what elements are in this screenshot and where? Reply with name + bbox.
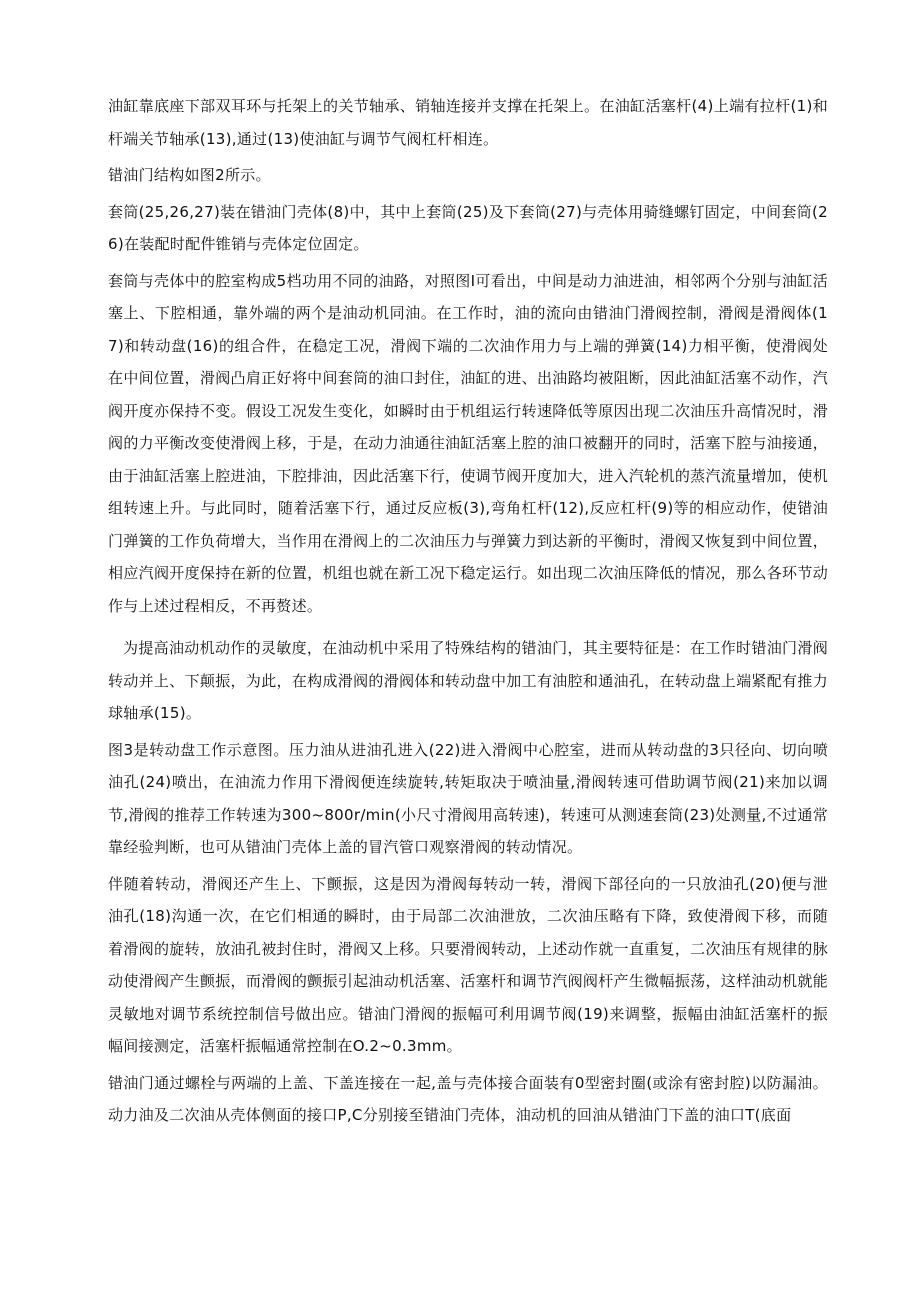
paragraph-vibration: 伴随着转动，滑阀还产生上、下颤振，这是因为滑阀每转动一转，滑阀下部径向的一只放油孔(20)便与泄油孔(18)沟通一次，在它们相通的瞬时，由于局部二次油泄放，二次油压略有下降，致使滑阀下移，而随着滑阀的旋转，放油孔被封住时，滑阀又上移。只要滑阀转动，上述动作就一直重复，二次油压有规律的脉动使滑阀产生颤振，而滑阀的颤振引起油动机活塞、活塞杆和调节汽阀阀杆产生微幅振荡，这样油动机就能灵敏地对调节系统控制信号做出应。错油门滑阀的振幅可利用调节阀(19)来调整，振幅由油缸活塞杆的振幅间接测定，活塞杆振幅通常控制在O.2~0.3mm。 bbox=[108, 874, 828, 1055]
document-body bbox=[108, 90, 828, 1132]
paragraph-oil-cylinder-support: 油缸靠底座下部双耳环与托架上的关节轴承、销轴连接并支撑在托架上。在油缸活塞杆(4)上端有拉杆(1)和杆端关节轴承(13),通过(13)使油缸与调节气阀杠杆相连。 bbox=[108, 97, 828, 148]
paragraph-figure-2-reference: 错油门结构如图2所示。 bbox=[108, 166, 271, 184]
paragraph-sleeve-assembly: 套筒(25,26,27)装在错油门壳体(8)中，其中上套筒(25)及下套筒(27)与壳体用骑缝螺钉固定，中间套筒(26)在装配时配件锥销与壳体定位固定。 bbox=[108, 202, 828, 253]
paragraph-rotating-disc: 图3是转动盘工作示意图。压力油从进油孔进入(22)进入滑阀中心腔室，进而从转动盘的3只径向、切向喷油孔(24)喷出，在油流力作用下滑阀便连续旋转,转矩取决于喷油量,滑阀转速可借助调节阀(21)来加以调节,滑阀的推荐工作转速为300~800r/min(小尺寸滑阀用高转速)，转速可从测速套筒(23)处测量,不过通常靠经验判断，也可从错油门壳体上盖的冒汽管口观察滑阀的转动情况。 bbox=[108, 740, 828, 856]
paragraph-cover-connection: 错油门通过螺栓与两端的上盖、下盖连接在一起,盖与壳体接合面装有0型密封圈(或涂有密封腔)以防漏油。动力油及二次油从壳体侧面的接口P,C分别接至错油门壳体，油动机的回油从错油门下盖的油口T(底面 bbox=[108, 1073, 828, 1124]
paragraph-oil-path-operation: 套筒与壳体中的腔室构成5档功用不同的油路，对照图I可看出，中间是动力油进油，相邻两个分别与油缸活塞上、下腔相通，靠外端的两个是油动机同油。在工作时，油的流向由错油门滑阀控制，滑阀是滑阀体(17)和转动盘(16)的组合件，在稳定工况，滑阀下端的二次油作用力与上端的弹簧(14)力相平衡，使滑阀处在中间位置，滑阀凸肩正好将中间套筒的油口封住，油缸的进、出油路均被阻断，因此油缸活塞不动作，汽阀开度亦保持不变。假设工况发生变化，如瞬时由于机组运行转速降低等原因出现二次油压升高情况时，滑阀的力平衡改变使滑阀上移，于是，在动力油通往油缸活塞上腔的油口被翻开的同时，活塞下腔与油接通，由于油缸活塞上腔进油，下腔排油，因此活塞下行，使调节阀开度加大，进入汽轮机的蒸汽流量增加，使机组转速上升。与此同时，随着活塞下行，通过反应板(3),弯角杠杆(12),反应杠杆(9)等的相应动作，使错油门弹簧的工作负荷增大，当作用在滑阀上的二次油压力与弹簧力到达新的平衡时，滑阀又恢复到中间位置，相应汽阀开度保持在新的位置，机组也就在新工况下稳定运行。如出现二次油压降低的情况，那么各环节动作与上述过程相反，不再赘述。 bbox=[108, 271, 828, 615]
paragraph-sensitivity-design: 为提高油动机动作的灵敏度，在油动机中采用了特殊结构的错油门，其主要特征是：在工作时错油门滑阀转动并上、下颠振，为此，在构成滑阀的滑阀体和转动盘中加工有油腔和通油孔，在转动盘上端紧配有推力球轴承(15)。 bbox=[108, 639, 828, 722]
